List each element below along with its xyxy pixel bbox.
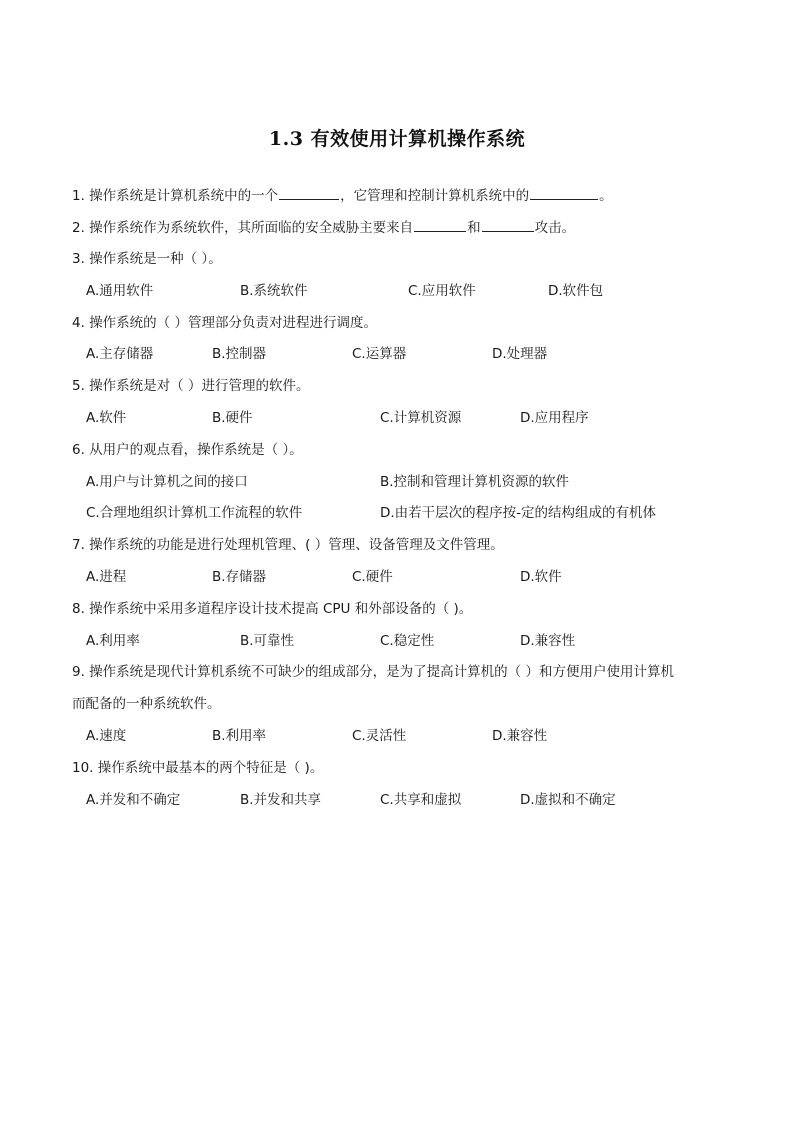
answer-blank [414, 218, 466, 232]
option-a: A.软件 [86, 410, 127, 426]
option-a: A.通用软件 [86, 283, 154, 299]
option-c: C.计算机资源 [380, 410, 462, 426]
option-c: C.硬件 [352, 569, 393, 585]
option-a: A.利用率 [86, 633, 140, 649]
option-c: C.共享和虚拟 [380, 792, 462, 808]
question-3: 3. 操作系统是一种（ ）。 [72, 251, 222, 267]
option-d: D.兼容性 [520, 633, 576, 649]
option-a: A.并发和不确定 [86, 792, 181, 808]
question-text: 攻击。 [534, 220, 576, 236]
option-c: C.合理地组织计算机工作流程的软件 [86, 505, 303, 521]
question-text: 1. 操作系统是计算机系统中的一个 [72, 188, 279, 204]
option-d: D.处理器 [492, 346, 548, 362]
question-10: 10. 操作系统中最基本的两个特征是（ )。 [72, 760, 324, 776]
option-c: C.应用软件 [408, 283, 476, 299]
option-d: D.兼容性 [492, 728, 548, 744]
option-d: D.由若干层次的程序按-定的结构组成的有机体 [380, 505, 657, 521]
question-2 [72, 218, 575, 237]
option-b: B.控制器 [212, 346, 267, 362]
answer-blank [279, 186, 339, 200]
option-d: D.软件包 [548, 283, 604, 299]
option-a: A.主存储器 [86, 346, 154, 362]
option-b: B.利用率 [212, 728, 267, 744]
question-7: 7. 操作系统的功能是进行处理机管理、( ）管理、设备管理及文件管理。 [72, 537, 504, 553]
option-a: A.速度 [86, 728, 127, 744]
option-a: A.用户与计算机之间的接口 [86, 474, 248, 490]
answer-blank [530, 186, 598, 200]
question-9: 9. 操作系统是现代计算机系统不可缺少的组成部分，是为了提高计算机的（ ）和方便用户使用计算机 [72, 664, 674, 680]
option-b: B.系统软件 [240, 283, 308, 299]
question-1 [72, 186, 613, 205]
question-4: 4. 操作系统的（ ）管理部分负责对进程进行调度。 [72, 315, 377, 331]
question-text: 和 [467, 220, 481, 236]
page-title: 1.3 有效使用计算机操作系统 [268, 128, 526, 150]
option-b: B.并发和共享 [240, 792, 322, 808]
question-text: 。 [599, 188, 613, 204]
option-a: A.进程 [86, 569, 127, 585]
question-text: 2. 操作系统作为系统软件，其所面临的安全威胁主要来自 [72, 220, 414, 236]
option-c: C.灵活性 [352, 728, 407, 744]
option-d: D.虚拟和不确定 [520, 792, 616, 808]
option-d: D.软件 [520, 569, 562, 585]
option-c: C.稳定性 [380, 633, 435, 649]
option-b: B.存储器 [212, 569, 267, 585]
question-5: 5. 操作系统是对（ ）进行管理的软件。 [72, 378, 310, 394]
question-8: 8. 操作系统中采用多道程序设计技术提高 CPU 和外部设备的（ )。 [72, 601, 473, 617]
option-b: B.可靠性 [240, 633, 295, 649]
answer-blank [482, 218, 534, 232]
option-d: D.应用程序 [520, 410, 589, 426]
option-b: B.控制和管理计算机资源的软件 [380, 474, 570, 490]
question-6: 6. 从用户的观点看，操作系统是（ ）。 [72, 442, 303, 458]
question-text: ，它管理和控制计算机系统中的 [340, 188, 530, 204]
question-9-continued: 而配备的一种系统软件。 [72, 696, 221, 712]
option-c: C.运算器 [352, 346, 407, 362]
option-b: B.硬件 [212, 410, 253, 426]
